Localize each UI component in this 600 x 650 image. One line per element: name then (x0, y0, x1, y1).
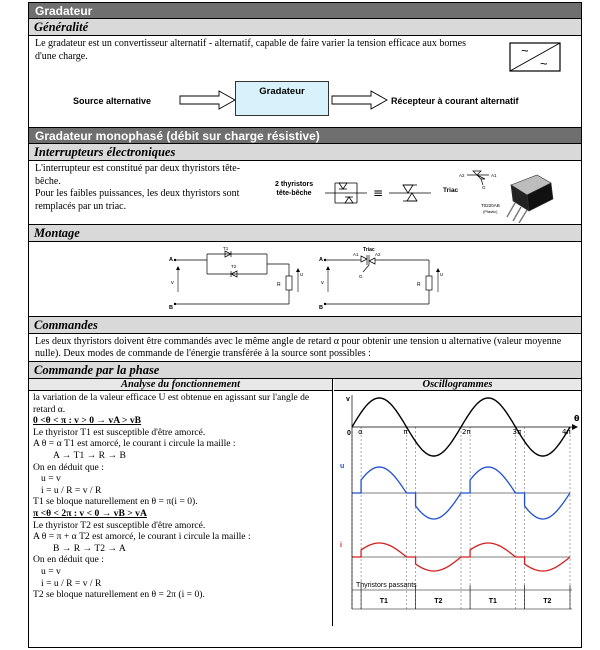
analyse-line-12: B → R → T2 → A (53, 542, 126, 554)
c2-a: A (319, 257, 323, 263)
analyse-line-11: A θ = π + α T2 est amorcé, le courant i circule la maille : (33, 531, 251, 543)
phase-title: Commande par la phase (29, 362, 581, 379)
c2-a2: A2 (375, 252, 381, 257)
gradateur-symbol-icon (509, 42, 561, 72)
pkg-pin-a2: A2 (459, 173, 465, 178)
theta-arrow-icon (572, 424, 578, 430)
equiv-sign: ≡ (373, 186, 384, 200)
c2-triac: Triac (363, 247, 375, 253)
montage-title: Montage (29, 225, 581, 242)
oscillogram-chart (334, 391, 581, 625)
c1-v: v (171, 280, 174, 286)
montage-section (29, 242, 581, 317)
analyse-line-16: T2 se bloque naturellement en θ = 2π (i = 0). (33, 589, 205, 601)
three-pi-label: 3π (512, 428, 522, 436)
analyse-line-14: u = v (41, 565, 61, 577)
flow-gradateur-box: Gradateur (235, 81, 329, 116)
pkg-label-2: (Plastic) (483, 209, 498, 214)
analyse-line-9: π <θ < 2π : v < 0 → vB > vA (33, 507, 147, 519)
c1-r: R (277, 282, 281, 288)
c2-a1: A1 (353, 252, 359, 257)
passant-t1-b: T1 (488, 598, 497, 605)
pkg-pin-a1: A1 (491, 173, 497, 178)
interrupteurs-section (29, 161, 581, 225)
analyse-text (29, 391, 332, 602)
c2-u: u (440, 272, 443, 278)
passant-t2-a: T2 (434, 598, 443, 605)
analyse-line-13: On en déduit que : (33, 554, 104, 566)
analyse-line-15: i = u / R = v / R (41, 577, 102, 589)
phase-section (29, 379, 581, 626)
mono-title: Gradateur monophasé (débit sur charge résistive) (29, 128, 581, 144)
alpha-label: α (358, 428, 363, 436)
c1-t1: T1 (223, 246, 229, 251)
thyristors-label-1: 2 thyristors (275, 181, 314, 188)
analyse-line-3: A θ = α T1 est amorcé, le courant i circule la maille : (33, 438, 236, 450)
triac-package-icon (459, 165, 569, 223)
circuit-triac (317, 246, 447, 314)
analyse-line-0: la variation de la valeur efficace U est obtenue en agissant sur l'angle de retard α. (33, 392, 310, 415)
c1-a: A (169, 257, 173, 263)
analyse-title: Analyse du fonctionnement (29, 379, 332, 391)
flow-arrow-2 (331, 90, 391, 110)
i-label: i (340, 542, 342, 549)
passant-t2-b: T2 (543, 598, 552, 605)
analyse-line-5: On en déduit que : (33, 461, 104, 473)
thyristors-triac-icon (321, 173, 441, 213)
generalite-title: Généralité (29, 19, 581, 36)
circuit-thyristors (167, 246, 307, 314)
c2-g: G (359, 274, 363, 279)
analyse-line-4: A → T1 → R → B (53, 449, 126, 461)
analyse-line-6: u = v (41, 473, 61, 485)
analyse-line-10: Le thyristor T2 est susceptible d'être amorcé. (33, 519, 206, 531)
document-page (28, 2, 582, 648)
thyristors-label (275, 180, 313, 198)
interrupteurs-text-1: L'interrupteur est constitué par deux thyristors tête-bêche. (35, 163, 241, 187)
header-title: Gradateur (29, 3, 581, 19)
oscillogrammes-column (334, 379, 581, 626)
symbol-bottom: ~ (540, 56, 548, 71)
commandes-text: Les deux thyristors doivent être commandés avec le même angle de retard α pour obtenir une tension u alternative (valeur moyenne nulle). Deux modes de commande de l'énergie transférée à la source sont possibles : (29, 334, 581, 362)
analyse-line-7: i = u / R = v / R (41, 484, 102, 496)
generalite-section (29, 36, 581, 128)
oscillogrammes-title: Oscillogrammes (334, 379, 581, 391)
symbol-top: ~ (521, 43, 529, 58)
c1-t2: T2 (231, 264, 237, 269)
c2-r: R (417, 282, 421, 288)
pkg-pin-g: G (482, 185, 486, 190)
flow-source: Source alternative (73, 96, 152, 106)
triac-label: Triac (443, 187, 459, 194)
interrupteurs-title: Interrupteurs électroniques (29, 144, 581, 161)
generalite-text: Le gradateur est un convertisseur alternatif - alternatif, capable de faire varier la tension efficace aux bornes d'une charge. (35, 38, 466, 62)
pi-label: π (403, 428, 408, 436)
analyse-line-8: T1 se bloque naturellement en θ = π(i = 0). (33, 496, 198, 508)
commandes-title: Commandes (29, 317, 581, 334)
u-label: u (340, 463, 345, 470)
c2-b: B (319, 305, 323, 311)
interrupteurs-text (29, 161, 269, 215)
flow-arrow-1 (179, 90, 239, 110)
analyse-line-1: 0 <θ < π : v > 0 → vA > vB (33, 415, 142, 427)
c1-b: B (169, 305, 173, 311)
flow-recepteur: Récepteur à courant alternatif (391, 96, 519, 106)
four-pi-label: 4π (562, 428, 571, 436)
analyse-line-2: Le thyristor T1 est susceptible d'être amorcé. (33, 426, 206, 438)
theta-label: θ (574, 414, 580, 423)
thyristors-label-2: tête-bêche (276, 190, 312, 197)
zero-label: 0 (347, 430, 351, 437)
pkg-label-1: T0220AB (481, 203, 500, 208)
v-label: v (346, 396, 350, 403)
interrupteurs-text-2: Pour les faibles puissances, les deux thyristors sont remplacés par un triac. (35, 188, 240, 212)
c1-u: u (300, 272, 303, 278)
passant-t1-a: T1 (379, 598, 388, 605)
c2-v: v (321, 280, 324, 286)
analyse-column (29, 379, 333, 626)
passants-label: Thyristors passants (356, 582, 417, 589)
two-pi-label: 2π (462, 428, 471, 436)
